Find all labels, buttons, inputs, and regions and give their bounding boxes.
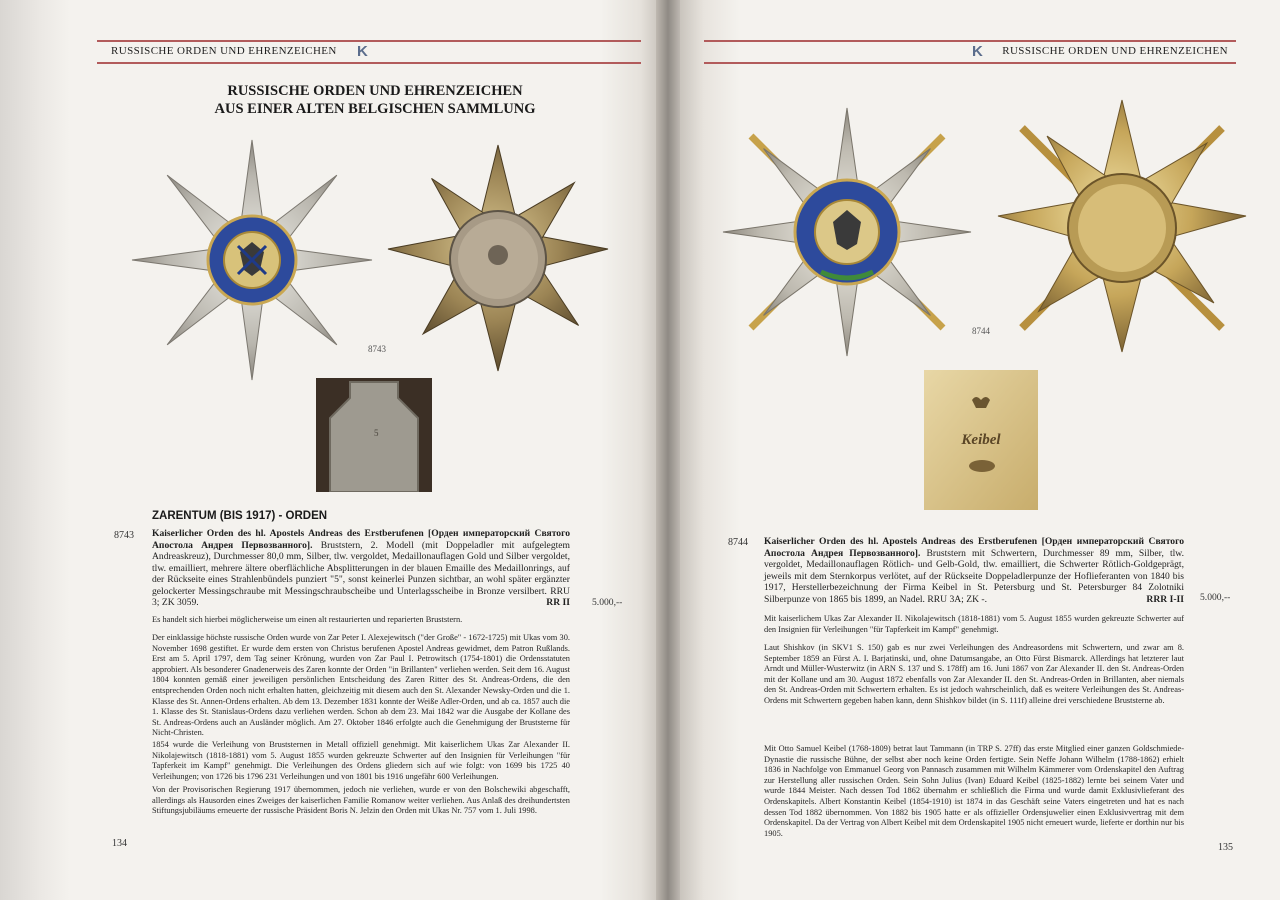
maker-mark-detail-image [924, 370, 1038, 510]
image-lot-label: 8743 [368, 344, 386, 354]
paragraph: Es handelt sich hierbei möglicherweise um einen alt restaurierten und reparierten Bruststern. [152, 615, 463, 624]
page-title [150, 82, 600, 118]
lot-number: 8744 [728, 537, 748, 548]
paragraph: Mit kaiserlichem Ukas Zar Alexander II. Nikolajewitsch (1818-1881) vom 5. August 1855 wurden gekreuzte Schwerter auf den Insignien für Verleihungen "für Tapferkeit im Kampf" genehmigt. [764, 614, 1184, 634]
lot-description [764, 536, 1184, 605]
lot-body: Bruststern, 2. Modell (mit Doppeladler mit aufgelegtem Andreaskreuz), Durchmesser 80,0 mm, Silber, tlw. vergoldet, Medaillonauflagen Gold und Silber vergoldet, tlw. emailliert, mehrere ältere oberflächliche Absplitterungen in der blauen Emaille des Medaillonrings, auf der Rückseite eines Strahlenbündels punziert "5", sonst keinerlei Punzen sichtbar, an wohl später ergänzter gelockerter Messingschraube mit Messingschraubscheibe und Unterlagsscheibe in Bronze versilbert. RRU 3; ZK 3059. [152, 539, 570, 608]
page-number: 135 [1218, 842, 1233, 853]
order-star-with-swords-obverse-image [716, 104, 978, 366]
lot-body: Bruststern mit Schwertern, Durchmesser 89 mm, Silber, tlw. vergoldet, Medaillonauflagen Rötlich- und Gelb-Gold, tlw. emailliert, die Schwerter Rötlich-Goldgeprägt, jeweils mit dem Sternkorpus verlötet, auf der Rückseite Doppeladlerpunze der Hoflieferanten von 1840 bis 1917, Herstellerbezeichnung der Firma Keibel in St. Petersburg und St. Petersburger 84 Zolotniki Silberpunze von 1865 bis 1899, an Nadel. RRU 3A; ZK -. [764, 547, 1184, 605]
running-header [704, 40, 1236, 64]
lot-price: 5.000,-- [592, 597, 623, 608]
title-line-1: RUSSISCHE ORDEN UND EHRENZEICHEN [227, 83, 523, 99]
running-header [97, 40, 641, 64]
section-heading: ZARENTUM (BIS 1917) - ORDEN [152, 510, 328, 522]
paragraph: Der einklassige höchste russische Orden wurde von Zar Peter I. Alexejewitsch ("der Große" - 1672-1725) mit Ukas vom 30. November 1698 gestiftet. Er wurde dem ersten von Christus berufenen Apostel Andreas gewidmet, dem Patron Rußlands. Erst am 5. April 1797, dem Tag seiner Krönung, wurden von Zar Paul I. Petrowitsch (1754-1801) die Ordensstatuten approbiert. Als besonderer Gnadenerweis des Zaren konnte der Orden "in Brillanten" verliehen werden. Seit dem 16. August 1804 konnten gemäß einer jeweiligen persönlichen Entscheidung des Zaren Ritter des St. Andreas-Ordens, die den entsprechenden Orden noch nicht erhalten hatten, gleichzeitig mit diesem auch den St. Alexander Newsky-Orden und die 1. Klasse des St. Annen-Ordens erhalten. Ab dem 13. Dezember 1831 konnte der Weiße Adler-Orden, und ab ca. 1857 auch die 1. Klasse des St. Stanislaus-Ordens dazu verliehen werden. Schon ab dem 23. Mai 1842 war die Ausgabe der Kollane des St. Andreas-Ordens auch an Ausländer möglich. Am 27. Oktober 1846 erfolgte auch die Genehmigung der Bruststerne für Nicht-Christen. [152, 633, 570, 738]
order-star-with-swords-reverse-image [990, 94, 1254, 356]
lot-grade: RR II [546, 597, 570, 608]
image-lot-label: 8744 [972, 326, 990, 336]
lot-description [152, 528, 570, 609]
punch-mark-detail-image [316, 378, 432, 492]
paragraph: Laut Shishkov (in SKV1 S. 150) gab es nur zwei Verleihungen des Andreasordens mit Schwertern, und zwar am 8. September 1859 an Fürst A. I. Barjatinski, und, ohne Datumsangabe, an Otto Fürst Bismarck. Allerdings hat letzterer laut Arndt und Müller-Wusterwitz (in ARN S. 137 und S. 178ff) am 16. Juni 1867 von Zar Alexander II. den St. Andreas-Orden mit der Kollane und am 30. August 1872 ebenfalls von Zar Alexander II. den St. Andreas-Orden in Brillanten, aber niemals den St. Andreas-Orden mit Schwertern erhalten. Es ist jedoch wahrscheinlich, daß es weitere Verleihungen des St. Andreas-Ordens mit Schwertern gegeben haben kann, denn Shishkov bildet (in S. 111f) alleine drei verschiedene Bruststerne ab. [764, 643, 1184, 705]
lot-title: Kaiserlicher Orden des hl. Apostels Andreas des Erstberufenen [Орден императорский Святого Апостола Андрея Первозванного]. [764, 536, 1184, 559]
lot-number: 8743 [114, 530, 134, 541]
order-star-reverse-image [380, 142, 616, 376]
lot-price: 5.000,-- [1200, 592, 1231, 603]
running-title: RUSSISCHE ORDEN UND EHRENZEICHEN [1002, 45, 1228, 57]
paragraph: 1854 wurde die Verleihung von Bruststernen in Metall offiziell genehmigt. Mit kaiserlichem Ukas Zar Alexander II. Nikolajewitsch (1818-1881) vom 5. August 1855 wurden gekreuzte Schwerter auf den Insignien für Verleihungen "für Tapferkeit im Kampf" genehmigt. Die Verleihungen des Ordens gliedern sich auf wie folgt: von 1699 bis 1725 40 Verleihungen; von 1726 bis 1796 231 Verleihungen und von 1801 bis 1916 ungefähr 600 Verleihungen. [152, 740, 570, 781]
right-page [680, 0, 1280, 900]
lot-grade: RRR I-II [1146, 593, 1184, 605]
title-line-2: AUS EINER ALTEN BELGISCHEN SAMMLUNG [214, 101, 536, 117]
kuenker-logo-icon: K [357, 43, 368, 60]
order-star-obverse-image [130, 138, 374, 382]
page-number: 134 [112, 838, 127, 849]
paragraph: Mit Otto Samuel Keibel (1768-1809) betrat laut Tammann (in TRP S. 27ff) das erste Mitglied einer ganzen Goldschmiede-Dynastie die russische Bühne, der selbst aber noch keine Orden fertigte. Sein Neffe Johann Wilhelm (1788-1862) erhielt 1836 in Nachfolge von Emmanuel Georg von Pannasch zusammen mit Wilhelm Kämmerer vom Ordenskapitel den Auftrag zur Herstellung aller russischen Orden. Sein Sohn Julius (Ivan) Eduard Keibel (1825-1882) lernte bei seinem Vater und wurde 1844 Meister. Nach dessen Tod 1862 übernahm er schließlich die Firma und wurde damit Exklusivlieferant des Ordenskapitels. Albert Konstantin Keibel (1854-1910) ist 1874 in das Geschäft seine Vaters eingetreten und hat es nach dessen Tod 1882 übernommen. Von 1882 bis 1905 hatte er als offizieller Ordensjuwelier einen Exklusivvertrag mit dem Ordenskapitel. Da der Vertrag von Albert Keibel mit dem Ordenskapitel 1905 nicht erneuert wurde, lieferte er dorthin nur bis 1905. [764, 744, 1184, 838]
lot-title: Kaiserlicher Orden des hl. Apostels Andreas des Erstberufenen [Орден императорский Святого Апостола Андрея Первозванного]. [152, 528, 570, 551]
maker-mark-text: Keibel [961, 432, 1001, 448]
running-title: RUSSISCHE ORDEN UND EHRENZEICHEN [111, 45, 337, 57]
svg-text:5: 5 [374, 428, 379, 438]
paragraph: Von der Provisorischen Regierung 1917 übernommen, jedoch nie verliehen, wurde er von den Bolschewiki abgeschafft, allerdings als Hausorden eines Zweiges der kaiserlichen Familie Romanow weiter verliehen. Aus Anlaß des dreihundertsten Stiftungsjubiläums erneuerte der russische Präsident Boris N. Jelzin den Orden mit Ukas Nr. 757 vom 1. Juli 1998. [152, 785, 570, 816]
kuenker-logo-icon: K [972, 43, 983, 60]
book-gutter [656, 0, 680, 900]
